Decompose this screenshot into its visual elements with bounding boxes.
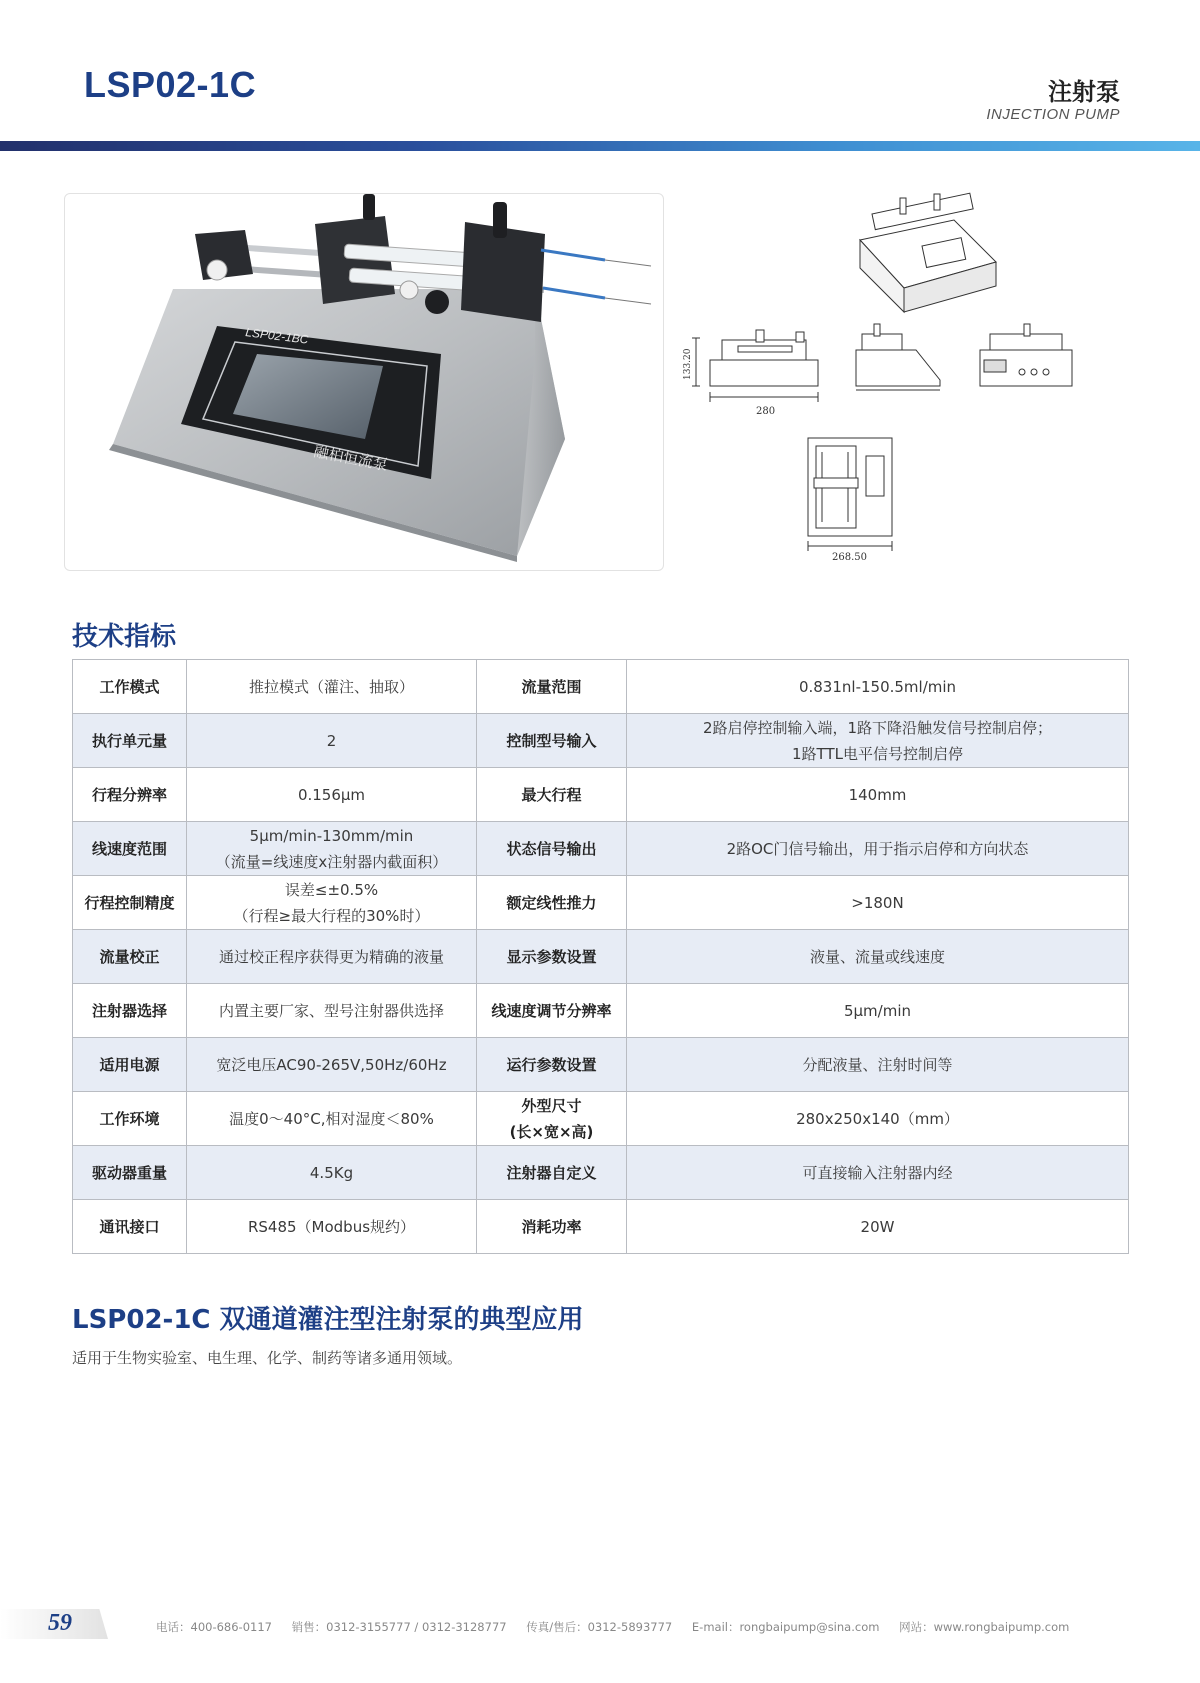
application-title: LSP02-1C 双通道灌注型注射泵的典型应用 [72, 1305, 584, 1335]
spec-label: 驱动器重量 [73, 1146, 187, 1200]
spec-value [187, 1146, 477, 1200]
spec-value-line: 推拉模式（灌注、抽取） [248, 677, 414, 696]
footer-website: 网站：www.rongbaipump.com [899, 1620, 1070, 1634]
front-view-drawing [692, 330, 818, 402]
technical-drawings [678, 190, 1118, 570]
spec-value [627, 1038, 1129, 1092]
panel-model-label: LSP02-1BC [244, 325, 310, 347]
spec-label: 行程控制精度 [73, 876, 187, 930]
category-title: 注射泵 [1048, 78, 1120, 106]
spec-value [187, 660, 477, 714]
spec-value [627, 1200, 1129, 1254]
spec-value-line: 2路启停控制输入端，1路下降沿触发信号控制启停； [702, 718, 1053, 737]
spec-label: 工作模式 [73, 660, 187, 714]
spec-value [187, 822, 477, 876]
spec-section-title: 技术指标 [72, 622, 177, 652]
spec-value [627, 1146, 1129, 1200]
application-description: 适用于生物实验室、电生理、化学、制药等诸多通用领域。 [72, 1349, 463, 1367]
spec-value [187, 714, 477, 768]
spec-value-line: 宽泛电压AC90-265V,50Hz/60Hz [216, 1055, 447, 1074]
spec-row [73, 984, 1129, 1038]
spec-value [627, 876, 1129, 930]
spec-value-line: （流量=线速度x注射器内截面积） [215, 852, 448, 871]
footer-sales: 销售：0312-3155777 / 0312-3128777 [291, 1620, 507, 1634]
footer-phone: 电话：400-686-0117 [156, 1620, 272, 1634]
spec-value-line: 0.831nl-150.5ml/min [798, 677, 957, 696]
spec-value-line: 温度0～40°C,相对湿度＜80% [229, 1109, 434, 1128]
spec-value [627, 714, 1129, 768]
spec-value [187, 1200, 477, 1254]
footer-email: E-mail：rongbaipump@sina.com [691, 1620, 880, 1634]
spec-label: 运行参数设置 [477, 1038, 627, 1092]
side-view-drawing [856, 324, 940, 390]
spec-row [73, 1200, 1129, 1254]
length-dimension: 280 [756, 406, 776, 417]
header-divider [0, 141, 1200, 151]
spec-label: 线速度调节分辨率 [477, 984, 627, 1038]
height-dimension: 133.20 [683, 348, 693, 380]
spec-value-line: 分配液量、注射时间等 [802, 1055, 953, 1074]
spec-value-line: 液量、流量或线速度 [809, 947, 945, 966]
spec-value-line: （行程≥最大行程的30%时） [233, 906, 430, 925]
spec-value-line: 280x250x140（mm） [796, 1109, 959, 1128]
spec-value [627, 984, 1129, 1038]
spec-value-line: 4.5Kg [309, 1163, 354, 1182]
spec-label: 通讯接口 [73, 1200, 187, 1254]
spec-label: 额定线性推力 [477, 876, 627, 930]
spec-value-line: 误差≤±0.5% [284, 880, 379, 899]
page-number: 59 [48, 1610, 72, 1636]
spec-value-line: 可直接输入注射器内经 [802, 1163, 953, 1182]
spec-row [73, 822, 1129, 876]
spec-value [187, 1038, 477, 1092]
spec-row [73, 876, 1129, 930]
spec-value-line: >180N [851, 893, 904, 912]
spec-value [187, 984, 477, 1038]
top-view-drawing [808, 438, 892, 551]
spec-value-line: 内置主要厂家、型号注射器供选择 [218, 1001, 444, 1020]
product-photo [64, 193, 664, 571]
spec-table [72, 659, 1129, 1254]
spec-value-line: 1路TTL电平信号控制启停 [792, 744, 963, 763]
spec-value [627, 768, 1129, 822]
spec-label: 线速度范围 [73, 822, 187, 876]
spec-label: 工作环境 [73, 1092, 187, 1146]
spec-label: 最大行程 [477, 768, 627, 822]
model-title: LSP02-1C [84, 64, 257, 105]
spec-value-line: 通过校正程序获得更为精确的液量 [218, 947, 444, 966]
spec-row [73, 660, 1129, 714]
footer-contact [156, 1619, 1085, 1635]
isometric-drawing [860, 193, 996, 312]
spec-label: 控制型号输入 [477, 714, 627, 768]
spec-label: 适用电源 [73, 1038, 187, 1092]
spec-value-line: 0.156μm [297, 785, 366, 804]
spec-value [187, 768, 477, 822]
spec-value-line: 5μm/min [843, 1001, 912, 1020]
spec-value [627, 1092, 1129, 1146]
spec-value [187, 876, 477, 930]
spec-value-line: RS485（Modbus规约） [247, 1217, 416, 1236]
spec-row [73, 930, 1129, 984]
spec-label: 消耗功率 [477, 1200, 627, 1254]
spec-row [73, 1146, 1129, 1200]
spec-row [73, 714, 1129, 768]
spec-value [627, 822, 1129, 876]
spec-value-line: 5μm/min-130mm/min [249, 826, 414, 845]
spec-row [73, 768, 1129, 822]
panel-brand-label: 融柏恒流泵 [312, 442, 390, 475]
spec-value-line: 2路OC门信号输出，用于指示启停和方向状态 [726, 839, 1029, 858]
spec-value-line: 20W [860, 1217, 895, 1236]
spec-label: 注射器自定义 [477, 1146, 627, 1200]
rear-view-drawing [980, 324, 1072, 386]
spec-value-line: 140mm [848, 785, 907, 804]
spec-label-line: 外型尺寸 [521, 1096, 582, 1115]
spec-label: 行程分辨率 [73, 768, 187, 822]
spec-row [73, 1092, 1129, 1146]
spec-row [73, 1038, 1129, 1092]
spec-label [477, 1092, 627, 1146]
spec-label: 流量范围 [477, 660, 627, 714]
spec-label: 状态信号输出 [477, 822, 627, 876]
spec-value [187, 930, 477, 984]
spec-label: 流量校正 [73, 930, 187, 984]
spec-label: 注射器选择 [73, 984, 187, 1038]
width-dimension: 268.50 [832, 552, 867, 563]
spec-value-line: 2 [326, 731, 337, 750]
spec-value [187, 1092, 477, 1146]
spec-label: 执行单元量 [73, 714, 187, 768]
spec-label: 显示参数设置 [477, 930, 627, 984]
spec-label-line: (长×宽×高) [509, 1122, 594, 1141]
category-subtitle: INJECTION PUMP [986, 106, 1120, 123]
footer-fax: 传真/售后：0312-5893777 [526, 1620, 673, 1634]
spec-value [627, 930, 1129, 984]
spec-value [627, 660, 1129, 714]
